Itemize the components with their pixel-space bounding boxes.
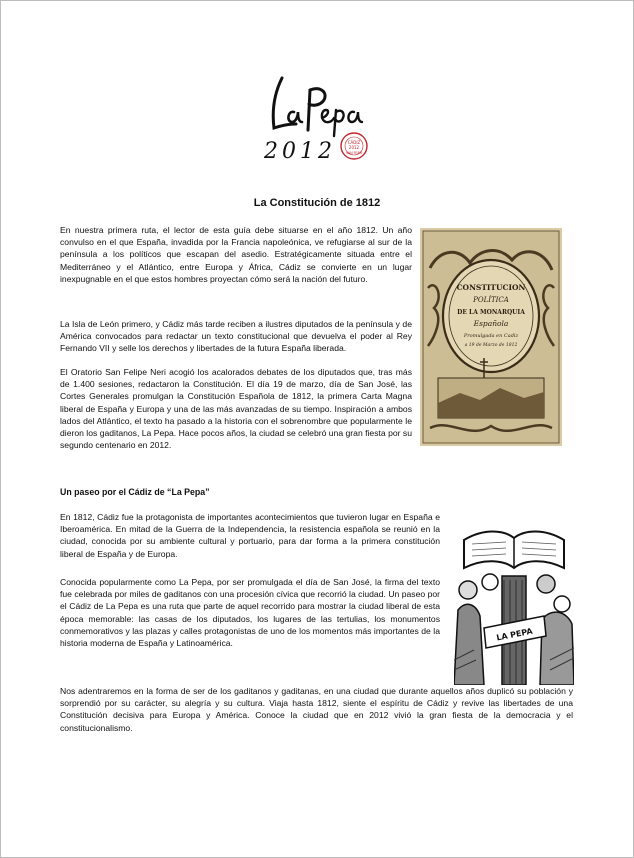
cartouche-line-1: CONSTITUCION — [456, 283, 526, 292]
banner-text: LA PEPA — [495, 626, 534, 643]
section-heading: Un paseo por el Cádiz de “La Pepa” — [60, 487, 210, 497]
svg-text:CÁDIZ: CÁDIZ — [347, 140, 361, 145]
cartouche-line-3: DE LA MONARQUIA — [457, 309, 525, 316]
intro-paragraph-1: En nuestra primera ruta, el lector de esta guía debe situarse en el año 1812. Un año convulso en el que España, invadida por la Francia napoleónica, ve refugiarse al sur de la península a los políticos que escapan del asedio. Estratégicamente situada entre el Mediterráneo y el Atlántico, entre Europa y África, Cádiz se convierte en un lugar inexpugnable en el que estos hombres proyectan cómo será la nación del futuro. — [60, 225, 412, 284]
la-pepa-logo — [260, 72, 370, 164]
svg-text:SAN FERN: SAN FERN — [345, 151, 363, 155]
cartouche-line-6: a 19 de Marzo de 1812 — [464, 343, 518, 348]
route-paragraph-1: En 1812, Cádiz fue la protagonista de importantes acontecimientos que tuvieron lugar en España e Iberoamérica. En mitad de la Guerra de la Independencia, la resistencia española se reunió en la ciudad, conocida por su ambiente cultural y portuario, para dar forma a la primera constitución liberal de España y de Europa. — [60, 512, 440, 559]
route-paragraph-3: Nos adentraremos en la forma de ser de los gaditanos y gaditanas, en una ciudad que durante aquellos años duplicó su población y sorprendió por su carácter, su alegría y su cultura. Viaja hasta 1812, siente el espíritu de Cádiz y revive las libertades de una Constitución decisiva para Europa y América. Conoce la ciudad que en 2012 vivió la gran fiesta de la democracia y el constitucionalismo. — [60, 686, 573, 733]
la-pepa-logo-drawing — [260, 72, 370, 164]
intro-paragraph-3: El Oratorio San Felipe Neri acogió los acalorados debates de los diputados que, tras más de 1.400 sesiones, redactaron la Constitución. El día 19 de marzo, día de San José, las Cortes Generales promulgan la Constitución Española de 1812, la primera Carta Magna liberal de España y Europa y una de las más avanzadas de su tiempo. Inspiración a ambos lados del Atlántico, el texto ha pasado a la historia con el sobrenombre que popularmente le dieron los gaditanos, La Pepa. Hace pocos años, la ciudad se celebró una gran fiesta por su segundo centenario en 2012. — [60, 367, 412, 451]
intro-paragraph-2: La Isla de León primero, y Cádiz más tarde reciben a ilustres diputados de la península y de América convocados para redactar un texto constitucional que devuelva el poder al Rey Fernando VII y selle los derechos y libertades de la futura España liberada. — [60, 319, 412, 354]
svg-text:2012: 2012 — [348, 145, 360, 150]
constitution-cover-engraving — [420, 228, 562, 446]
svg-text:2012: 2012 — [264, 139, 336, 164]
la-pepa-cartoon-illustration — [454, 520, 574, 685]
cartouche-line-2: POLÍTICA — [473, 296, 509, 304]
route-paragraph-2: Conocida popularmente como La Pepa, por ser promulgada el día de San José, la firma del texto fue celebrada por miles de gaditanos con una procesión cívica que recorrió la ciudad. Un paseo por el Cádiz de La Pepa es una ruta que parte de aquel recorrido para mostrar la ciudad liberal de esta época memorable: las casas de los diputados, los lugares de las tertulias, los monumentos conmemorativos y las plazas y calles protagonistas de uno de los momentos más importantes de la historia moderna de España y Latinoamérica. — [60, 577, 440, 649]
cartouche-line-5: Promulgada en Cadiz — [463, 333, 519, 339]
page-title: La Constitución de 1812 — [253, 197, 381, 209]
cartouche-line-4: Española — [473, 319, 509, 328]
